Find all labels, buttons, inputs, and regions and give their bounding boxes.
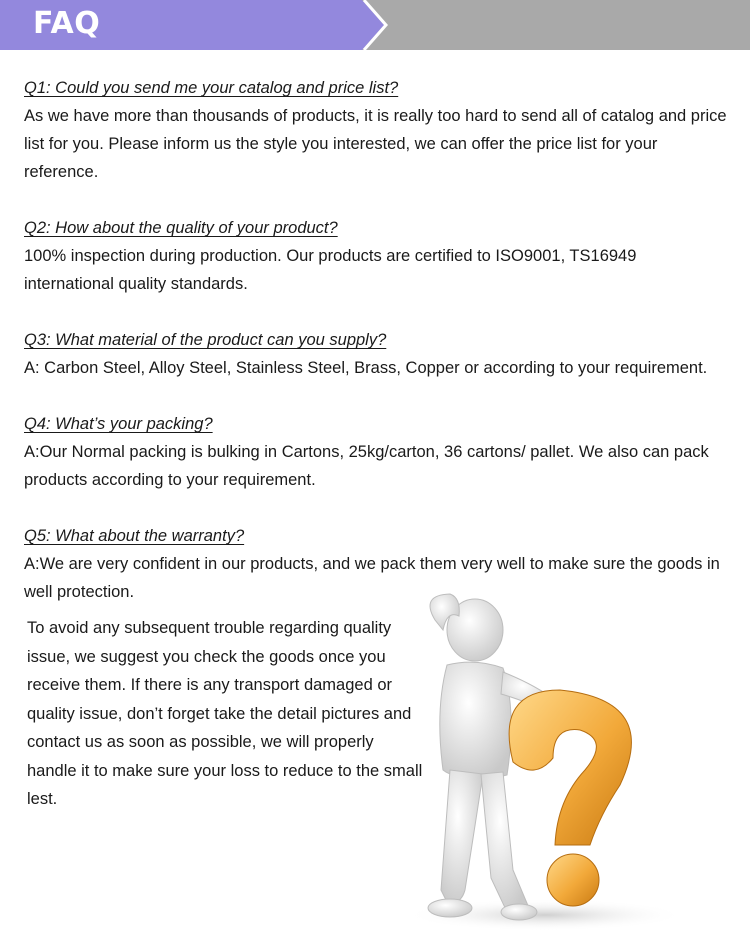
header-banner-shape — [0, 0, 750, 50]
question-text: Q3: What material of the product can you supply? — [24, 331, 387, 349]
page-title: FAQ — [33, 6, 101, 41]
question-text: Q5: What about the warranty? — [24, 527, 245, 545]
faq-header — [0, 0, 750, 50]
faq-item-q2 — [24, 214, 729, 298]
thinking-figure-question-mark-image — [395, 590, 695, 933]
warranty-note: To avoid any subsequent trouble regarding quality issue, we suggest you check the goods once you receive them. If there is any transport damaged or quality issue, don’t forget take the detail pictures and contact us as soon as possible, we will properly handle it to make sure your loss to reduce to the small lest. — [27, 619, 423, 808]
answer-text: 100% inspection during production. Our products are certified to ISO9001, TS16949 international quality standards. — [24, 247, 637, 293]
faq-item-q4 — [24, 410, 729, 494]
question-text: Q2: How about the quality of your product? — [24, 219, 338, 237]
question-text: Q4: What’s your packing? — [24, 415, 213, 433]
faq-list — [24, 74, 729, 634]
answer-text: A:Our Normal packing is bulking in Cartons, 25kg/carton, 36 cartons/ pallet. We also can pack products according to your requirement. — [24, 443, 709, 489]
answer-text: A:We are very confident in our products, and we pack them very well to make sure the goods in well protection. — [24, 555, 720, 601]
answer-text: A: Carbon Steel, Alloy Steel, Stainless Steel, Brass, Copper or according to your requirement. — [24, 359, 708, 377]
question-text: Q1: Could you send me your catalog and price list? — [24, 79, 399, 97]
faq-item-q3 — [24, 326, 729, 382]
faq-item-q1 — [24, 74, 729, 186]
answer-text: As we have more than thousands of products, it is really too hard to send all of catalog and price list for you. Please inform us the style you interested, we can offer the price list for your reference. — [24, 107, 727, 181]
